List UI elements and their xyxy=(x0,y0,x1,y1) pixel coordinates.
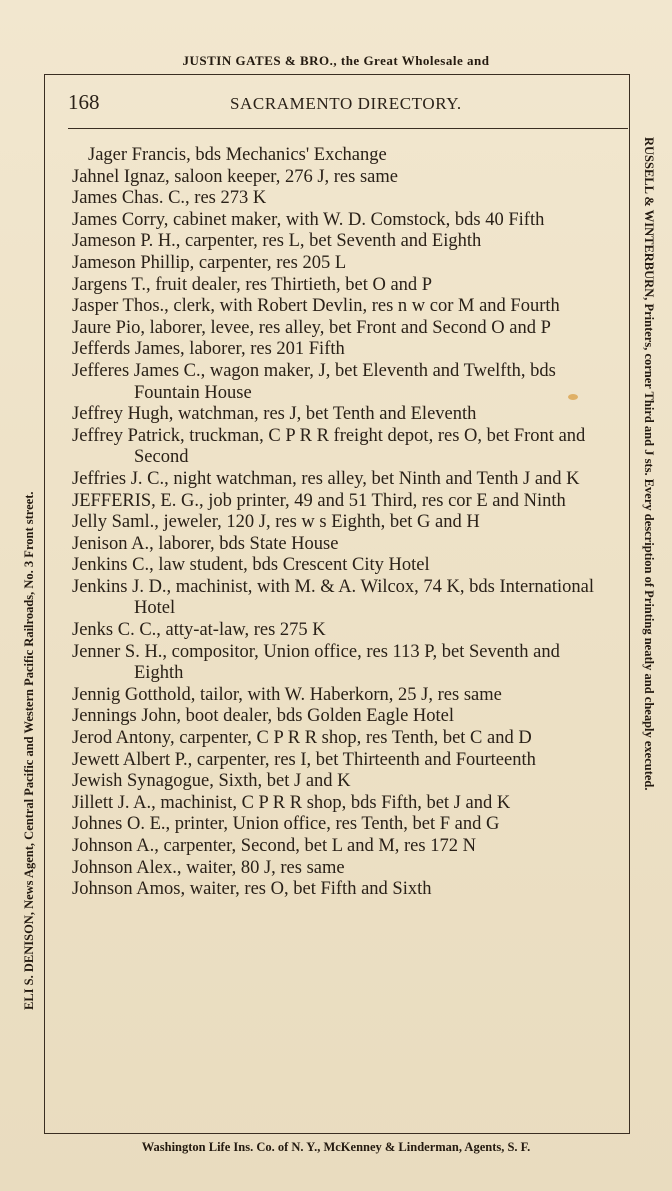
directory-entry: Jennig Gotthold, tailor, with W. Haberkorn, 25 J, res same xyxy=(72,684,502,705)
left-margin-advertisement: ELI S. DENISON, News Agent, Central Pacific and Western Pacific Railroads, No. 3 Front street. xyxy=(22,491,36,1010)
directory-entry: Johnson A., carpenter, Second, bet L and M, res 172 N xyxy=(72,836,476,856)
directory-entry: Jahnel Ignaz, saloon keeper, 276 J, res same xyxy=(72,166,398,187)
directory-entry: Jenkins J. D., machinist, with M. & A. Wilcox, 74 K, bds International Hotel xyxy=(72,576,595,619)
bottom-advertisement: Washington Life Ins. Co. of N. Y., McKenney & Linderman, Agents, S. F. xyxy=(141,1140,531,1154)
directory-entry: Jargens T., fruit dealer, res Thirtieth, bet O and P xyxy=(72,274,433,295)
directory-entry: Jenks C. C., atty-at-law, res 275 K xyxy=(72,620,326,641)
directory-entry: Jameson P. H., carpenter, res L, bet Seventh and Eighth xyxy=(72,231,482,252)
directory-entry: Jeffrey Patrick, truckman, C P R R freight depot, res O, bet Front and Second xyxy=(72,425,586,468)
ink-smudge xyxy=(568,394,578,400)
directory-entry: Jewish Synagogue, Sixth, bet J and K xyxy=(72,771,351,792)
directory-entry: Jenner S. H., compositor, Union office, res 113 P, bet Seventh and Eighth xyxy=(72,641,560,684)
directory-entry: Jillett J. A., machinist, C P R R shop, bds Fifth, bet J and K xyxy=(72,792,511,813)
header-rule xyxy=(68,128,628,129)
directory-entry: Jameson Phillip, carpenter, res 205 L xyxy=(72,252,347,273)
directory-entry: James Corry, cabinet maker, with W. D. Comstock, bds 40 Fifth xyxy=(72,209,545,230)
directory-entry: Jasper Thos., clerk, with Robert Devlin, res n w cor M and Fourth xyxy=(72,296,560,317)
directory-entry: Jennings John, boot dealer, bds Golden Eagle Hotel xyxy=(72,706,455,727)
directory-entry: Jefferes James C., wagon maker, J, bet Eleventh and Twelfth, bds Fountain House xyxy=(72,360,556,403)
directory-entry: JEFFERIS, E. G., job printer, 49 and 51 Third, res cor E and Ninth xyxy=(72,490,566,511)
directory-entry: Jerod Antony, carpenter, C P R R shop, res Tenth, bet C and D xyxy=(72,728,532,749)
directory-entry: Jenkins C., law student, bds Crescent City Hotel xyxy=(72,555,430,576)
directory-entry: Jeffrey Hugh, watchman, res J, bet Tenth and Eleventh xyxy=(72,404,477,425)
running-head: SACRAMENTO DIRECTORY. xyxy=(230,94,462,113)
directory-entry: Jaure Pio, laborer, levee, res alley, bet Front and Second O and P xyxy=(72,317,551,338)
right-margin-advertisement: RUSSELL & WINTERBURN, Printers, corner Third and J sts. Every description of Printing neatly and cheaply executed. xyxy=(642,137,656,791)
directory-entry: James Chas. C., res 273 K xyxy=(72,188,267,209)
directory-entry: Jeffries J. C., night watchman, res alley, bet Ninth and Tenth J and K xyxy=(72,468,580,489)
directory-entries xyxy=(72,145,612,901)
directory-entry: Jefferds James, laborer, res 201 Fifth xyxy=(72,339,345,360)
directory-entry: Jager Francis, bds Mechanics' Exchange xyxy=(88,145,387,165)
directory-entry: Jewett Albert P., carpenter, res I, bet Thirteenth and Fourteenth xyxy=(72,749,536,770)
top-advertisement: JUSTIN GATES & BRO., the Great Wholesale and xyxy=(182,53,490,68)
directory-entry: Jenison A., laborer, bds State House xyxy=(72,533,339,554)
directory-entry: Johnson Alex., waiter, 80 J, res same xyxy=(72,857,345,878)
directory-entry: Jelly Saml., jeweler, 120 J, res w s Eighth, bet G and H xyxy=(72,512,480,533)
directory-entry: Johnes O. E., printer, Union office, res Tenth, bet F and G xyxy=(72,814,500,835)
directory-entry: Johnson Amos, waiter, res O, bet Fifth and Sixth xyxy=(72,879,432,900)
page-number: 168 xyxy=(68,90,100,114)
